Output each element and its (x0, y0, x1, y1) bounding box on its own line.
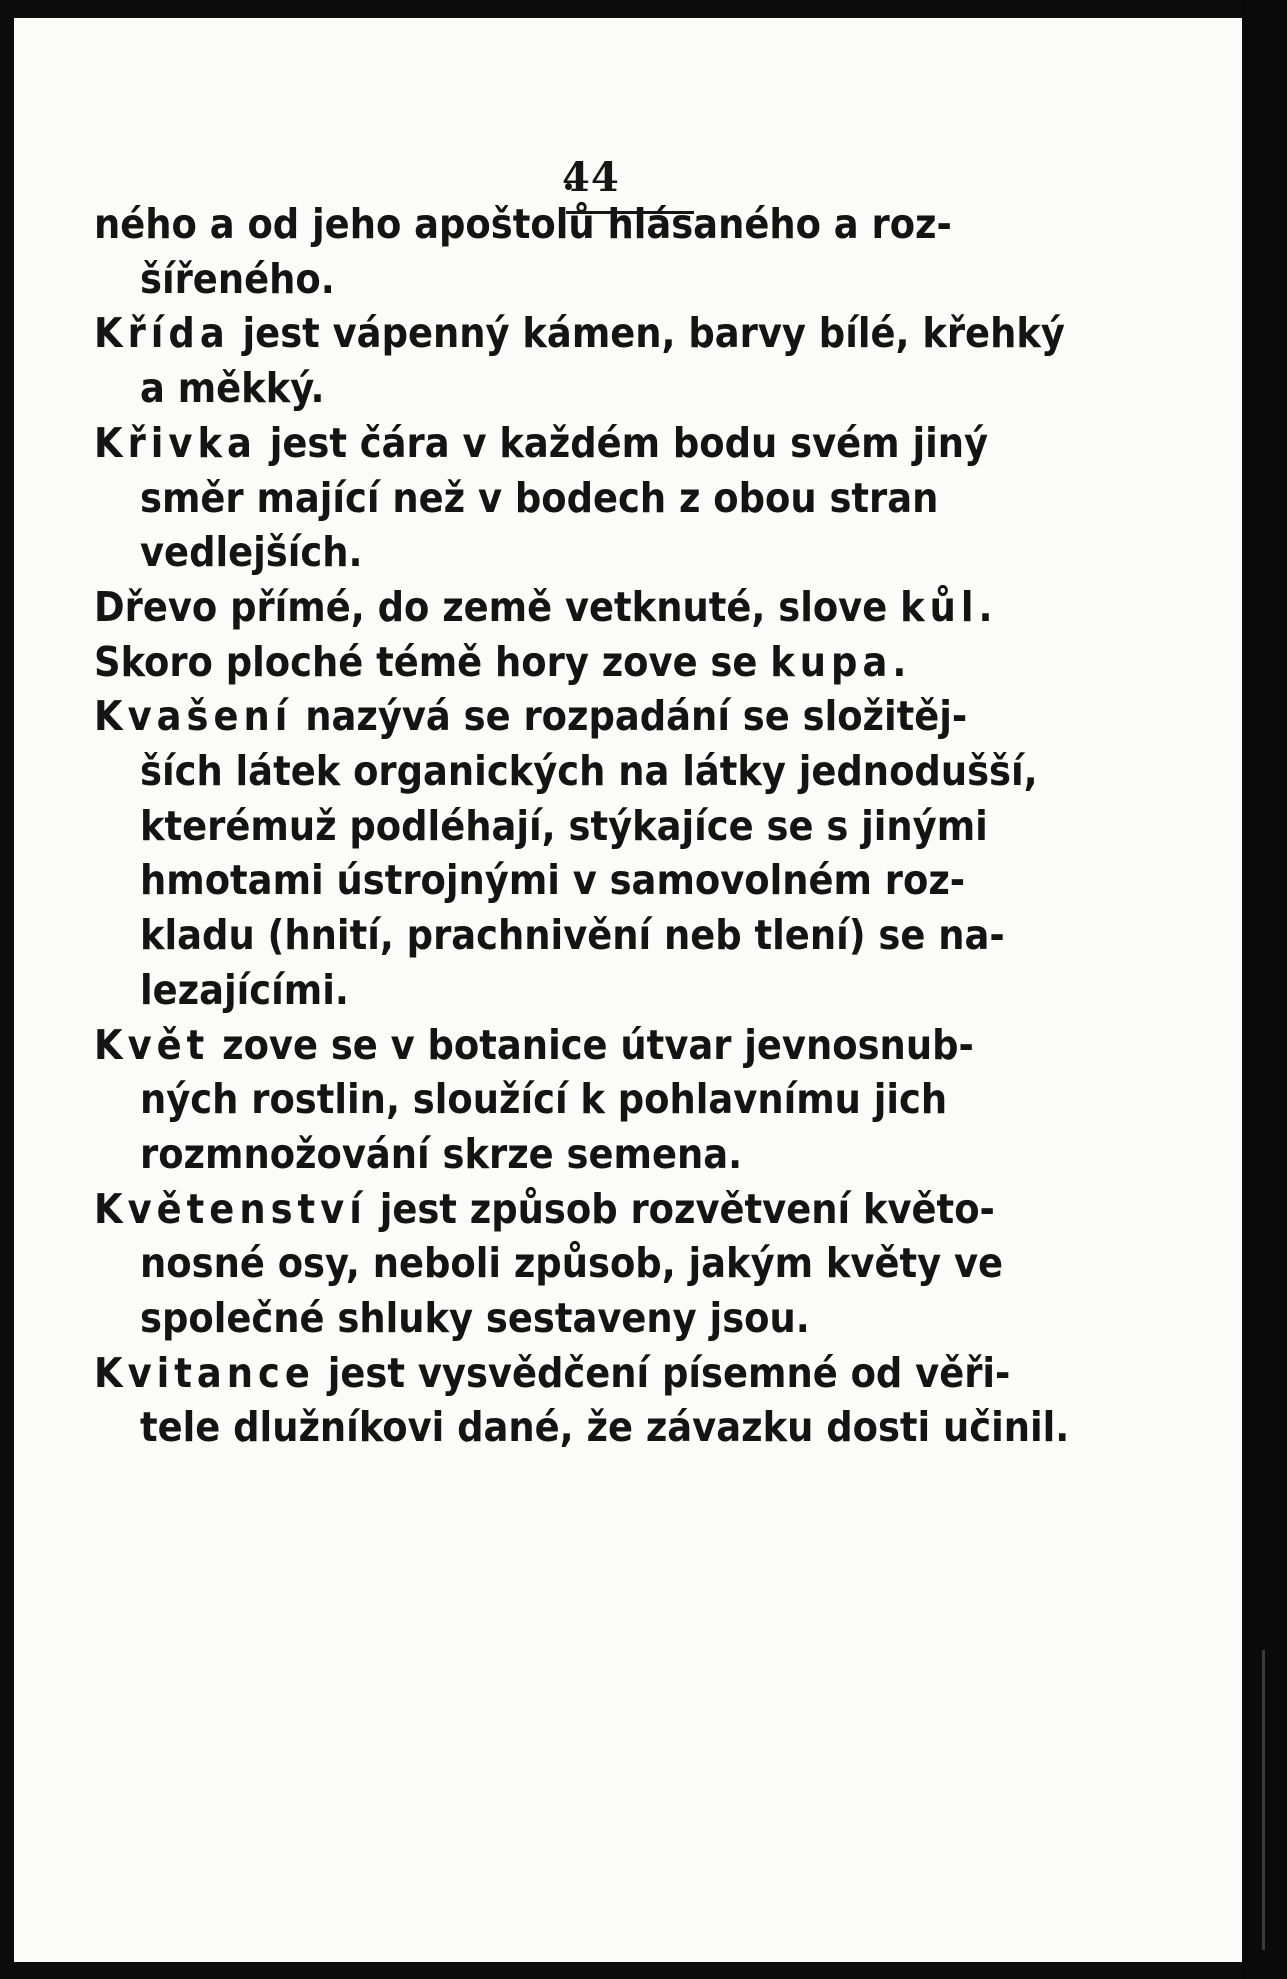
line-text: jest čára v každém bodu svém jiný (256, 418, 989, 467)
text-line (140, 965, 349, 1014)
text-line (94, 309, 1065, 358)
line-text: lezajícími. (140, 965, 349, 1014)
entry-term: Kvašení (94, 692, 293, 741)
text-line (140, 1403, 1070, 1452)
text-line (94, 418, 989, 467)
text-line (140, 1075, 948, 1124)
line-text: jest vysvědčení písemné od věři- (314, 1348, 1011, 1397)
line-text: jest způsob rozvětvení květo- (366, 1184, 995, 1233)
text-line (140, 473, 939, 522)
text-line (140, 911, 1005, 960)
entry-term: Květ (94, 1020, 210, 1069)
text-line (94, 1020, 974, 1069)
text-line (94, 200, 952, 248)
entry-term: Kvitance (94, 1348, 315, 1397)
line-text: hmotami ústrojnými v samovolném roz- (140, 856, 966, 905)
text-line (94, 692, 968, 741)
book-page (14, 18, 1242, 1962)
entry-term: Květenství (94, 1184, 367, 1233)
line-text: společné shluky sestaveny jsou. (140, 1294, 810, 1342)
line-text: ného a od jeho apoštolů hlásaného a roz- (94, 200, 952, 248)
entry-term: kupa. (770, 637, 912, 686)
line-text: kterémuž podléhají, stýkajíce se s jinými (140, 801, 988, 850)
body-text (14, 18, 1242, 1962)
text-line (94, 1184, 995, 1233)
text-line (140, 364, 325, 413)
page-number: 44 (562, 154, 620, 201)
text-line (94, 582, 998, 631)
text-line (140, 528, 363, 577)
line-text: Dřevo přímé, do země vetknuté, slove (94, 582, 901, 631)
spine-line (1262, 1650, 1265, 1950)
line-text: šířeného. (140, 254, 335, 303)
line-text: tele dlužníkovi dané, že závazku dosti učinil. (140, 1403, 1070, 1452)
text-line (140, 856, 966, 905)
entry-term: kůl. (900, 582, 998, 631)
text-line (140, 254, 335, 303)
text-line (94, 637, 912, 686)
line-text: Skoro ploché témě hory zove se (94, 637, 771, 686)
text-line (94, 1348, 1011, 1397)
line-text: jest vápenný kámen, barvy bílé, křehký (229, 309, 1065, 358)
text-line (140, 1239, 1004, 1288)
line-text: rozmnožování skrze semena. (140, 1129, 743, 1178)
line-text: směr mající než v bodech z obou stran (140, 473, 939, 522)
entry-term: Křída (94, 309, 230, 358)
line-text: kladu (hnití, prachnivění neb tlení) se na- (140, 911, 1005, 960)
text-line (140, 1294, 810, 1342)
line-text: ších látek organických na látky jednodušší, (140, 747, 1038, 795)
text-line (140, 801, 988, 850)
entry-term: Křivka (94, 418, 257, 467)
line-text: nosné osy, neboli způsob, jakým květy ve (140, 1239, 1004, 1288)
text-line (140, 1129, 743, 1178)
line-text: zove se v botanice útvar jevnosnub- (209, 1020, 974, 1069)
line-text: nazývá se rozpadání se složitěj- (292, 692, 968, 741)
line-text: vedlejších. (140, 528, 363, 577)
text-line (140, 747, 1038, 795)
line-text: a měkký. (140, 364, 325, 413)
line-text: ných rostlin, sloužící k pohlavnímu jich (140, 1075, 948, 1124)
